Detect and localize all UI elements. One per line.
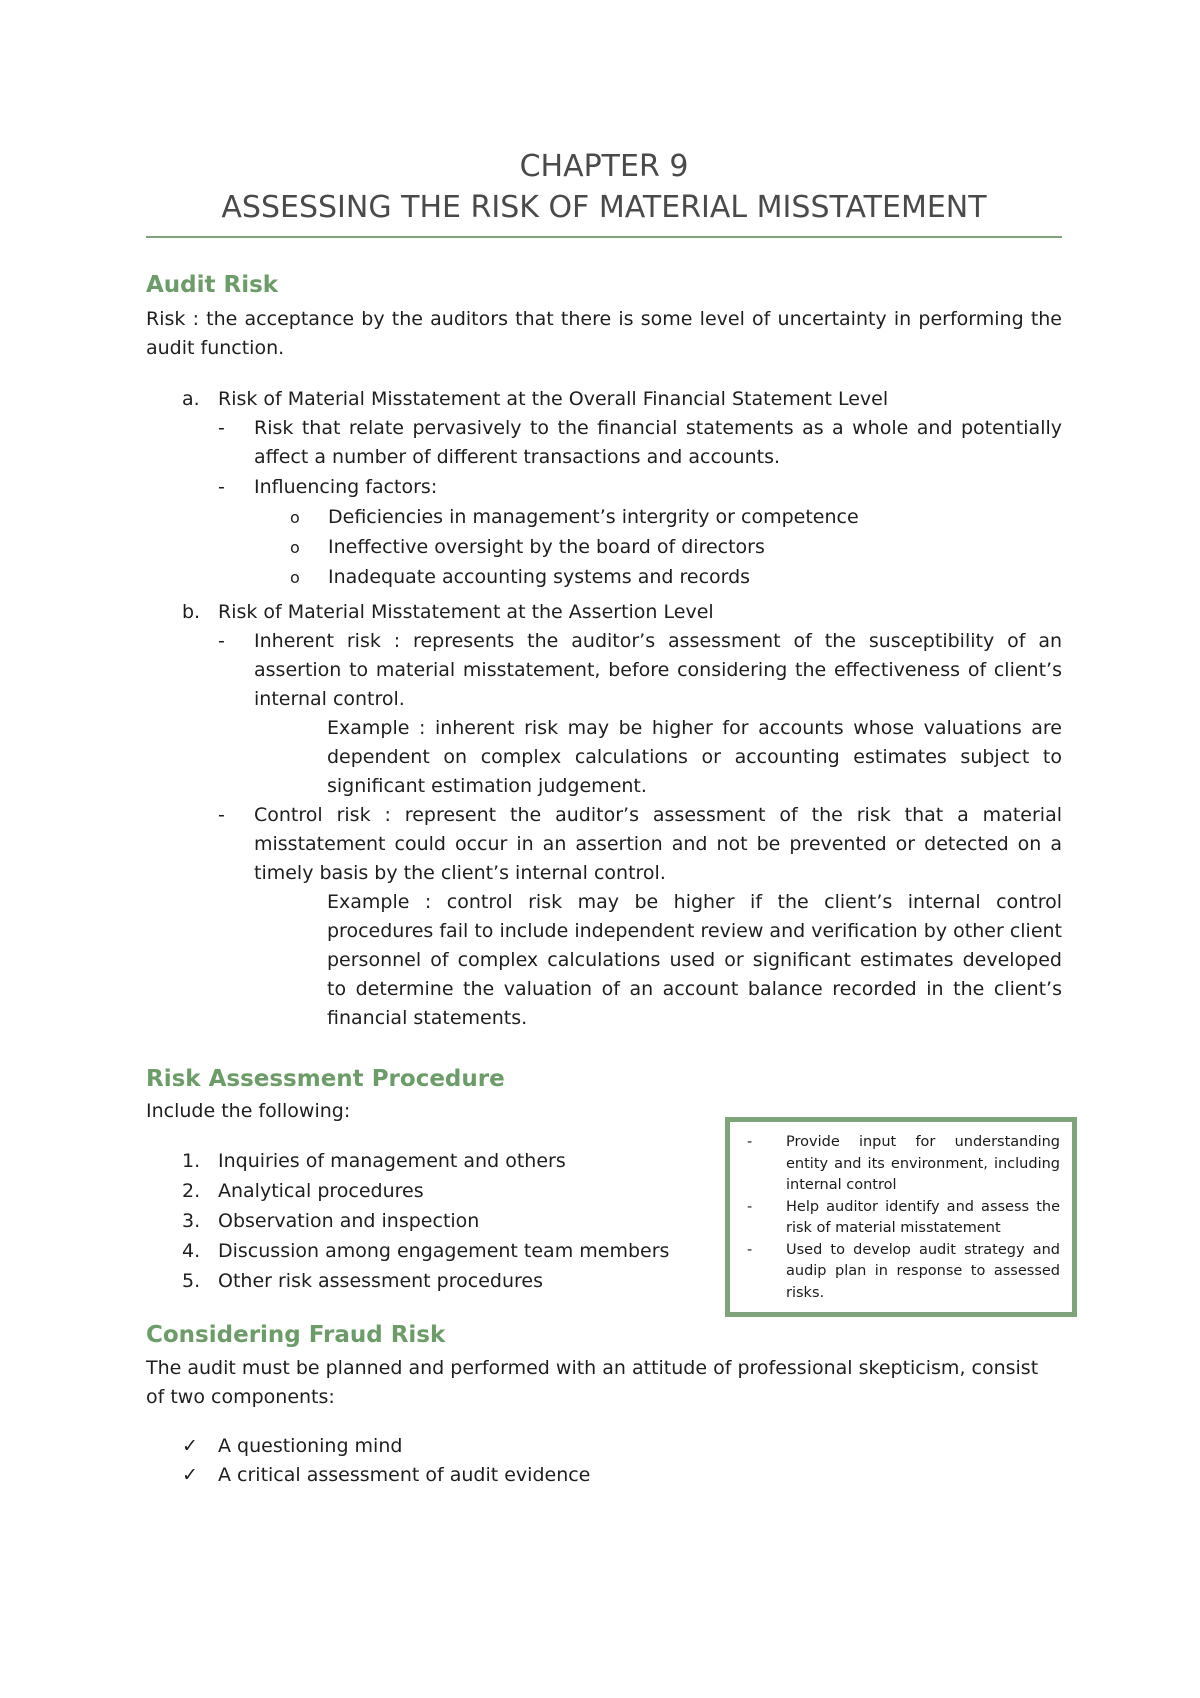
point-text: Influencing factors: [254,476,438,498]
list-item [290,503,1062,533]
callout-text: Help auditor identify and assess the risk of material misstatement [786,1198,1060,1236]
dash-marker: - [218,804,225,826]
list-item [182,1432,782,1461]
fraud-risk-heading: Considering Fraud Risk [146,1322,446,1348]
list-number: 2. [182,1180,201,1202]
chapter-title [146,146,1062,228]
list-item [744,1240,1060,1305]
list-item [218,627,1062,714]
audit-risk-item-label: Risk of Material Misstatement at the Overall Financial Statement Level [218,388,889,410]
procedure-text: Discussion among engagement team members [218,1240,670,1262]
purpose-callout-box [725,1117,1077,1317]
point-text: Risk that relate pervasively to the financial statements as a whole and potentially affect a number of different transactions and accounts. [254,417,1062,468]
list-item [218,473,1062,502]
inherent-risk-example: Example : inherent risk may be higher for accounts whose valuations are dependent on complex calculations or accounting estimates subject to significant estimation judgement. [327,717,1062,797]
title-divider [146,236,1062,238]
procedure-text: Analytical procedures [218,1180,424,1202]
risk-assessment-heading: Risk Assessment Procedure [146,1066,505,1092]
control-risk-text: Control risk : represent the auditor’s assessment of the risk that a material misstatement could occur in an assertion and not be prevented or detected on a timely basis by the client’s internal control. [254,804,1062,884]
chapter-number: CHAPTER 9 [519,149,689,184]
component-text: A critical assessment of audit evidence [218,1464,591,1486]
procedure-text: Observation and inspection [218,1210,480,1232]
circle-bullet-icon: o [290,538,300,557]
dash-marker: - [747,1198,753,1215]
list-item [182,1267,702,1297]
factor-text: Inadequate accounting systems and records [328,566,751,588]
procedure-text: Other risk assessment procedures [218,1270,543,1292]
risk-assessment-list [182,1147,702,1297]
factor-text: Deficiencies in management’s intergrity or competence [328,506,859,528]
audit-risk-heading: Audit Risk [146,272,279,298]
audit-risk-item-label: Risk of Material Misstatement at the Assertion Level [218,601,714,623]
audit-risk-definition: Risk : the acceptance by the auditors that there is some level of uncertainty in performing the audit function. [146,308,1062,359]
checkmark-icon: ✓ [182,1435,198,1457]
fraud-risk-intro: The audit must be planned and performed with an attitude of professional skepticism, consist of two components: [146,1357,1039,1408]
list-item [182,1177,702,1207]
callout-text: Provide input for understanding entity and its environment, including internal control [786,1134,1060,1193]
factor-text: Ineffective oversight by the board of directors [328,536,765,558]
list-item [182,1147,702,1177]
checkmark-icon: ✓ [182,1464,198,1486]
audit-risk-item-a [182,385,1062,414]
audit-risk-item-a-points [218,414,1062,502]
audit-risk-item-b [182,598,1062,627]
list-item [290,563,1062,593]
list-item [182,1237,702,1267]
dash-marker: - [747,1241,753,1258]
dash-marker: - [218,476,225,498]
audit-risk-item-b-points [218,627,1062,1033]
callout-text: Used to develop audit strategy and audip plan in response to assessed risks. [786,1241,1060,1301]
list-marker: b. [182,601,201,623]
list-number: 4. [182,1240,201,1262]
dash-marker: - [218,630,225,652]
list-item [182,1207,702,1237]
list-item [182,1461,782,1490]
list-number: 5. [182,1270,201,1292]
risk-assessment-intro: Include the following: [146,1100,351,1122]
skepticism-components-list [182,1432,782,1490]
list-item [218,414,1062,472]
circle-bullet-icon: o [290,568,300,587]
list-number: 3. [182,1210,201,1232]
list-item [744,1197,1060,1240]
list-marker: a. [182,388,200,410]
component-text: A questioning mind [218,1435,403,1457]
influencing-factors-list [290,503,1062,593]
list-number: 1. [182,1150,201,1172]
circle-bullet-icon: o [290,508,300,527]
dash-marker: - [747,1134,753,1150]
list-item [218,801,1062,888]
list-item [290,533,1062,563]
list-item [744,1132,1060,1197]
procedure-text: Inquiries of management and others [218,1150,566,1172]
dash-marker: - [218,417,225,439]
control-risk-example: Example : control risk may be higher if the client’s internal control procedures fail to include independent review and verification by other client personnel of complex calculations used or significant estimates developed to determine the valuation of an account balance recorded in the client’s financial statements. [327,891,1062,1029]
chapter-name: ASSESSING THE RISK OF MATERIAL MISSTATEMENT [221,190,987,225]
inherent-risk-text: Inherent risk : represents the auditor’s assessment of the susceptibility of an assertion to material misstatement, before considering the effectiveness of client’s internal control. [254,630,1062,710]
